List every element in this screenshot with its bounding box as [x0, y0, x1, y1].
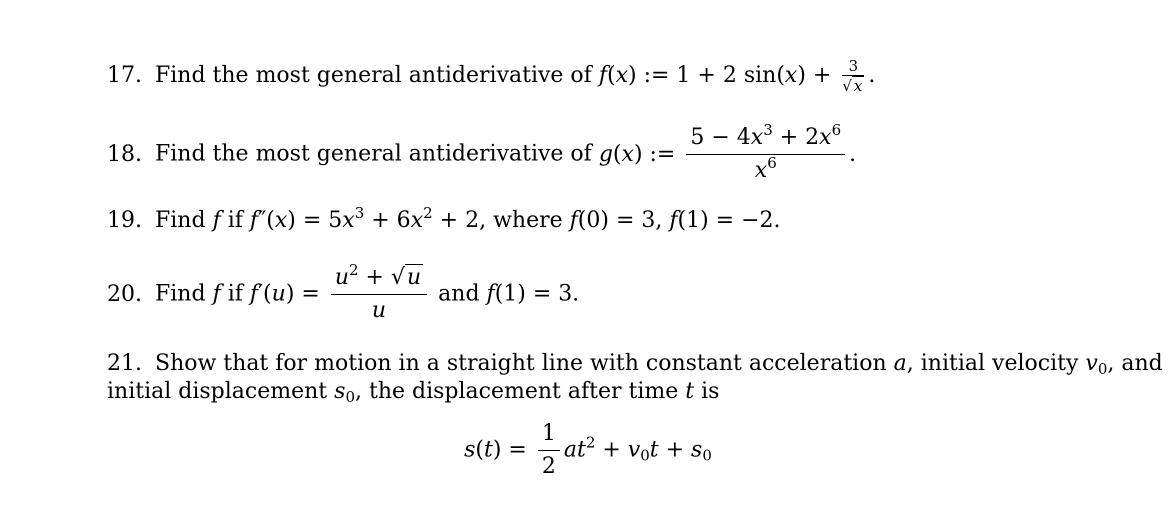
problem-number: 17.	[107, 63, 142, 88]
problem-text: Find the most general antiderivative of	[155, 141, 592, 167]
problem-text: Find	[155, 281, 206, 307]
problem-17	[107, 58, 875, 94]
problem-text: where	[493, 208, 563, 233]
problem-text: if	[227, 208, 243, 233]
problem-text: and	[1121, 351, 1163, 376]
problem-text: Find the most general antiderivative of	[155, 63, 592, 88]
problem-text: the displacement after time	[368, 379, 679, 404]
problem-text: Find	[155, 208, 206, 233]
problem-text: Show that for motion in a straight line with constant acceleration	[155, 351, 887, 376]
problem-text: initial displacement	[107, 379, 328, 404]
problem-text: and	[438, 281, 480, 307]
formula: f(x) := 1 + 2 sin(x) + $\frac{3}{√ x}$ .	[598, 57, 876, 95]
problem-text: initial velocity	[920, 351, 1079, 376]
problem-21	[107, 350, 1163, 406]
problem-number: 19.	[107, 208, 142, 233]
formula: g(x) := $\frac{5 - 4x^3 + 2x^6}{x^6}$ .	[598, 121, 857, 183]
problem-20: 20. Find f if f′(u) = $\frac{u^2 + √u}{u}$ and f(1) = 3.	[107, 261, 580, 323]
display-equation: s(t) = $\frac{1}{2}$ $at^2 + v_0t + s_0$	[464, 421, 712, 479]
problem-19: 19. Find f if $f''(x) = 5x^3 + 6x^2 + 2$, where f(0) = 3, f(1) = −2.	[107, 204, 781, 233]
problem-line: 21. Show that for motion in a straight line with constant acceleration a, initial velocity $v_0$, and	[107, 351, 1163, 378]
problem-line: initial displacement $s_0$, the displacement after time t is	[107, 379, 720, 406]
problem-18	[107, 121, 857, 185]
problem-number: 20.	[107, 281, 142, 307]
problem-text: if	[227, 281, 243, 307]
problem-number: 18.	[107, 141, 142, 167]
problem-number: 21.	[107, 351, 142, 376]
problem-text: is	[701, 379, 720, 404]
